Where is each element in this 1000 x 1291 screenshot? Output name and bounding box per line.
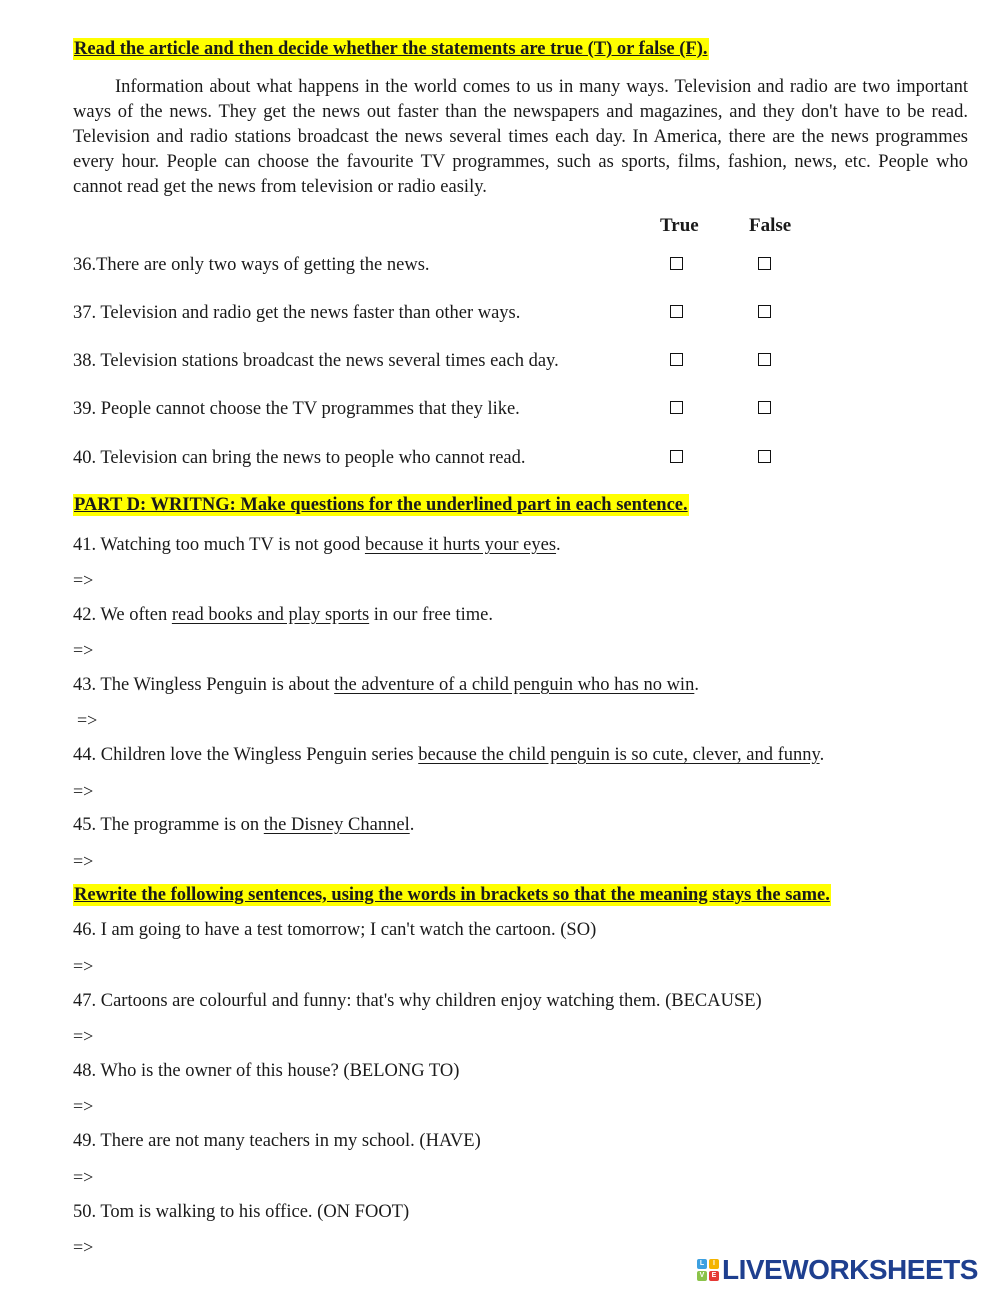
- tf-statement-38: 38. Television stations broadcast the news several times each day.: [73, 351, 559, 371]
- tf-40-true-checkbox[interactable]: [670, 450, 683, 463]
- liveworksheets-logo: [697, 1254, 978, 1286]
- tf-statement-36: 36.There are only two ways of getting the news.: [73, 255, 430, 275]
- logo-mark-icon: L I V E: [697, 1259, 719, 1281]
- logo-text: LIVEWORKSHEETS: [722, 1254, 978, 1285]
- tf-39-true-checkbox[interactable]: [670, 401, 683, 414]
- tf-37-true-checkbox[interactable]: [670, 305, 683, 318]
- tf-statement-39: 39. People cannot choose the TV programmes that they like.: [73, 399, 520, 419]
- rewrite-question-48: 48. Who is the owner of this house? (BELONG TO): [73, 1061, 460, 1081]
- answer-line-49[interactable]: =>: [73, 1167, 94, 1187]
- tf-statement-37: 37. Television and radio get the news faster than other ways.: [73, 303, 521, 323]
- rewrite-question-50: 50. Tom is walking to his office. (ON FOOT): [73, 1202, 410, 1222]
- answer-line-41[interactable]: =>: [73, 570, 94, 590]
- underlined-part: because it hurts your eyes: [364, 535, 557, 555]
- answer-line-42[interactable]: =>: [73, 640, 94, 660]
- answer-line-48[interactable]: =>: [73, 1096, 94, 1116]
- tf-statement-40: 40. Television can bring the news to people who cannot read.: [73, 448, 526, 468]
- answer-line-45[interactable]: =>: [73, 851, 94, 871]
- article-paragraph: Information about what happens in the world comes to us in many ways. Television and radio are two important ways of the news. They get the news out faster than the newspapers and magazines, and they don't have to be read. Television and radio stations broadcast the news several times each day. In America, there are the news programmes every hour. People can choose the favourite TV programmes, such as sports, films, fashion, news, etc. People who cannot read get the news from television or radio easily.: [73, 77, 968, 197]
- false-column-header: False: [749, 215, 792, 236]
- tf-39-false-checkbox[interactable]: [758, 401, 771, 414]
- underlined-part: because the child penguin is so cute, clever, and funny: [418, 745, 820, 765]
- answer-line-47[interactable]: =>: [73, 1026, 94, 1046]
- answer-line-43[interactable]: =>: [77, 710, 98, 730]
- writing-question-45: 45. The programme is on the Disney Channel.: [73, 815, 415, 835]
- underlined-part: read books and play sports: [171, 605, 370, 625]
- writing-question-41: 41. Watching too much TV is not good because it hurts your eyes.: [73, 535, 561, 555]
- rewrite-question-49: 49. There are not many teachers in my school. (HAVE): [73, 1131, 481, 1151]
- rewrite-question-46: 46. I am going to have a test tomorrow; I can't watch the cartoon. (SO): [73, 920, 597, 940]
- answer-line-44[interactable]: =>: [73, 781, 94, 801]
- part-d-instruction: PART D: WRITNG: Make questions for the underlined part in each sentence.: [74, 495, 688, 515]
- rewrite-instruction: Rewrite the following sentences, using the words in brackets so that the meaning stays the same.: [74, 885, 830, 905]
- true-column-header: True: [660, 215, 699, 236]
- writing-question-44: 44. Children love the Wingless Penguin series because the child penguin is so cute, clever, and funny.: [73, 745, 825, 765]
- writing-question-43: 43. The Wingless Penguin is about the adventure of a child penguin who has no win.: [73, 675, 699, 695]
- tf-38-true-checkbox[interactable]: [670, 353, 683, 366]
- underlined-part: the adventure of a child penguin who has no win: [334, 675, 695, 695]
- tf-37-false-checkbox[interactable]: [758, 305, 771, 318]
- reading-instruction: Read the article and then decide whether the statements are true (T) or false (F).: [74, 39, 708, 59]
- tf-38-false-checkbox[interactable]: [758, 353, 771, 366]
- answer-line-50[interactable]: =>: [73, 1237, 94, 1257]
- underlined-part: the Disney Channel: [263, 815, 410, 835]
- rewrite-question-47: 47. Cartoons are colourful and funny: that's why children enjoy watching them. (BECAUSE): [73, 991, 762, 1011]
- tf-40-false-checkbox[interactable]: [758, 450, 771, 463]
- answer-line-46[interactable]: =>: [73, 956, 94, 976]
- tf-36-true-checkbox[interactable]: [670, 257, 683, 270]
- writing-question-42: 42. We often read books and play sports in our free time.: [73, 605, 493, 625]
- tf-36-false-checkbox[interactable]: [758, 257, 771, 270]
